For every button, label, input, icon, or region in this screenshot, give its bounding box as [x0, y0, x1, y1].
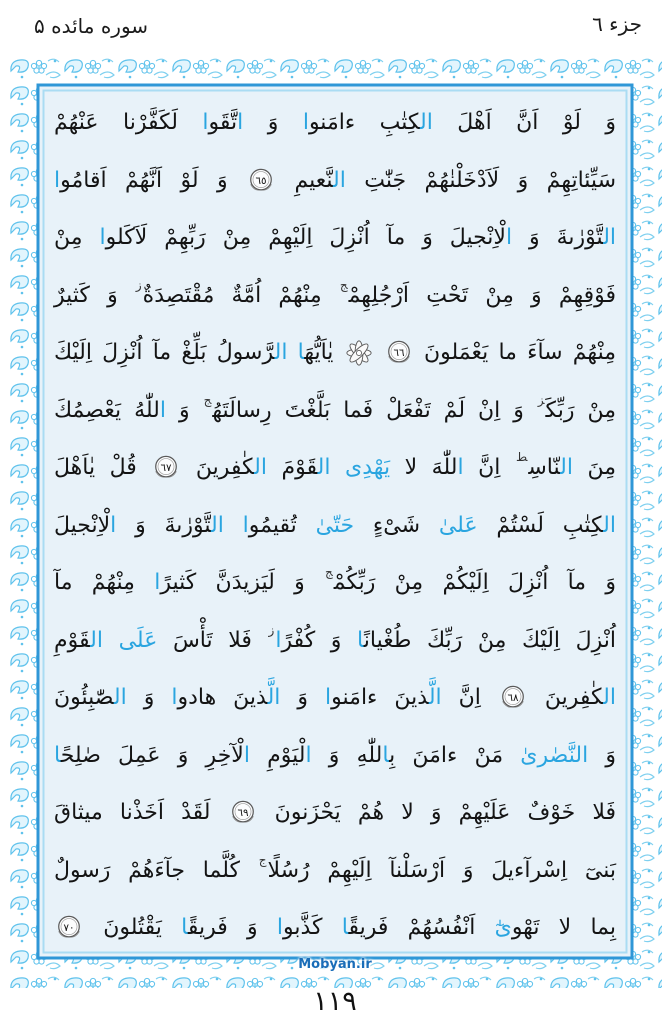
svg-text:٦٦: ٦٦	[393, 346, 405, 359]
tajweed-highlight: ا	[457, 455, 464, 480]
quran-word: تَّوْرٰىةَ وَ	[512, 225, 604, 250]
quran-word: وَ فَريقً	[187, 915, 277, 940]
waqf-mark: ج	[339, 277, 348, 292]
tajweed-highlight: ال	[317, 455, 331, 480]
tajweed-highlight: ا	[110, 512, 117, 538]
quran-word: للّٰهِ وَ	[311, 742, 383, 768]
tajweed-highlight: ا	[242, 512, 249, 538]
quran-word: وَ مآ اُنْزِلَ اِلَيْكُمْ مِنْ رَبِّكُمْ	[333, 570, 616, 595]
quran-word	[103, 628, 119, 653]
svg-text:٦٨: ٦٨	[507, 691, 519, 704]
tajweed-highlight: ا	[54, 167, 61, 193]
quran-word: تُقيمُو	[248, 512, 316, 538]
quran-word: لَكَفَّرْنا عَنْهُمْ	[54, 110, 203, 135]
tajweed-highlight: ا	[341, 915, 349, 940]
quran-word: للّٰهَ لا	[390, 455, 458, 480]
tajweed-highlight: ا	[275, 627, 282, 653]
tajweed-highlight: ىٰٓ	[494, 915, 512, 940]
tajweed-highlight: ا	[302, 110, 309, 135]
quran-word: اِنَّ	[441, 685, 498, 710]
verse-end-marker	[229, 798, 257, 828]
quran-word: لْآخِرِ وَ عَمِلَ صٰلِحً	[60, 742, 244, 768]
quran-word: وَ كُفْرً	[281, 627, 358, 653]
quran-word: فَلا تَأْسَ	[157, 627, 268, 653]
tajweed-highlight: النَّصٰرىٰ	[520, 742, 589, 768]
tajweed-highlight: ال	[211, 512, 224, 538]
quran-word: بِما لا تَهْو	[511, 915, 616, 940]
tajweed-highlight: ا	[99, 225, 106, 250]
tajweed-highlight: ال	[90, 627, 103, 653]
tajweed-highlight: ا	[325, 685, 332, 710]
tajweed-highlight: ا	[505, 225, 513, 250]
quran-text	[54, 94, 616, 956]
juz-label: جزء ٦	[592, 12, 642, 36]
tajweed-highlight: ا	[154, 570, 161, 595]
quran-word: مَنْ ءامَنَ بِ	[389, 742, 521, 768]
quran-line	[54, 899, 616, 957]
quran-word: وَ	[280, 685, 326, 710]
waqf-mark: ج	[203, 392, 212, 407]
quran-word: للّٰهُ يَعْصِمُكَ	[54, 397, 160, 423]
waqf-mark: ج	[325, 565, 333, 579]
verse-end-marker	[385, 338, 413, 368]
quran-word: لَقَدْ اَخَذْنا ميثاقَ	[54, 800, 228, 825]
tajweed-highlight: ا	[54, 742, 61, 768]
quran-word	[287, 340, 297, 365]
quran-line	[54, 554, 616, 612]
quran-line	[54, 382, 616, 440]
quran-word: لْيَوْمِ	[249, 742, 306, 768]
surah-label: سوره مائده ۵	[34, 14, 149, 38]
tajweed-highlight: ال	[603, 225, 617, 250]
verse-end-marker	[55, 913, 83, 943]
svg-text:٧٠: ٧٠	[63, 921, 75, 934]
quran-word: فَوْقِهِمْ وَ مِنْ تَحْتِ اَرْجُلِهِمْ	[348, 282, 617, 308]
quran-word: مِنَ	[572, 455, 617, 480]
page-number: ١١٩	[313, 986, 357, 1017]
quran-line	[54, 784, 616, 842]
tajweed-highlight: ا	[243, 742, 250, 768]
page-header	[0, 10, 670, 46]
quran-word: ذينَ هادو	[177, 685, 268, 710]
quran-word: كَذَّبو	[282, 915, 342, 940]
quran-word	[374, 340, 384, 365]
quran-word: ذينَ ءامَنو	[331, 685, 429, 710]
quran-line	[54, 152, 616, 210]
quran-word: مِنْ رَبِّكَ	[545, 397, 616, 423]
quran-word: مِنْهُمْ سآءَ ما يَعْمَلونَ	[413, 340, 616, 365]
quran-word: لْاِنْجيلَ	[54, 512, 111, 538]
tajweed-highlight: ال	[333, 167, 346, 193]
tajweed-highlight: ا	[181, 915, 188, 940]
tajweed-highlight: ال	[254, 455, 267, 480]
svg-text:٦٩: ٦٩	[237, 806, 249, 819]
quran-word: نَّعيمِ	[276, 167, 334, 193]
quran-word: وَ لَيَزيدَنَّ كَثيرً	[160, 570, 325, 595]
quran-word: كِتٰبِ ءامَنو	[308, 110, 421, 135]
quran-word: وَ	[243, 110, 303, 135]
quran-word: قَوْمِ	[54, 627, 91, 653]
quran-word: وَ لَوْ اَنَّ اَهْلَ	[432, 110, 616, 135]
quran-line	[54, 669, 616, 727]
quran-word: كٰفِرينَ	[181, 455, 255, 480]
quran-line	[54, 267, 616, 325]
quran-word: شَىْءٍ	[354, 512, 439, 538]
tajweed-highlight: ال	[603, 512, 616, 538]
tajweed-highlight: ال	[603, 685, 616, 710]
quran-word: نّاسِ	[528, 455, 561, 480]
quran-word: وَ اِنْ لَمْ تَفْعَلْ فَما بَلَّغْتَ رِسالَتَهُ	[212, 397, 537, 423]
verse-end-marker	[152, 453, 180, 483]
tajweed-highlight: ا	[237, 110, 244, 135]
svg-text:٦٧: ٦٧	[160, 461, 172, 474]
verse-end-marker	[499, 683, 527, 713]
tajweed-highlight: ا	[171, 685, 178, 710]
tajweed-highlight: الَّ	[267, 685, 281, 710]
tajweed-highlight: عَلَى	[118, 627, 158, 653]
quran-word: مِنْ	[54, 225, 100, 250]
quran-word: تَّقَو	[208, 110, 238, 135]
verse-end-marker	[247, 166, 275, 196]
quran-word: مِنْهُمْ اُمَّةٌ مُقْتَصِدَةٌ	[142, 282, 339, 308]
quran-word: رَّسولُ بَلِّغْ مآ اُنْزِلَ اِلَيْكَ	[54, 340, 275, 365]
quran-word: كٰفِرينَ	[527, 685, 604, 710]
quran-line	[54, 324, 616, 382]
quran-word	[224, 513, 243, 538]
tajweed-highlight: ا	[382, 742, 390, 768]
tajweed-highlight: ال	[420, 110, 433, 135]
watermark: Mobyan.ir	[298, 957, 372, 972]
tajweed-highlight: ا	[357, 627, 364, 653]
quran-word: صّٰبِئُونَ	[54, 685, 114, 710]
tajweed-highlight: يَهْدِى	[345, 455, 391, 480]
tajweed-highlight: عَلىٰ	[438, 512, 478, 538]
tajweed-highlight: ا	[276, 915, 283, 940]
tajweed-highlight: ا	[202, 110, 209, 135]
tajweed-highlight: ا	[297, 340, 305, 365]
quran-word: وَ	[165, 397, 203, 423]
quran-word: مِنْهُمْ مآ	[54, 570, 155, 595]
quran-word: فَلا خَوْفٌ عَلَيْهِمْ وَ لا هُمْ يَحْزَنونَ	[257, 800, 617, 825]
quran-word: لْاِنْجيلَ وَ مآ اُنْزِلَ اِلَيْهِمْ مِنْ رَبِّهِمْ لَاَكَلو	[105, 225, 506, 250]
quran-word: اِنَّ	[463, 455, 515, 480]
quran-word: اَنْفُسُهُمْ فَريقً	[348, 915, 495, 940]
tajweed-highlight: ا	[159, 397, 166, 423]
quran-word: قَوْمَ	[267, 455, 318, 480]
quran-line	[54, 209, 616, 267]
quran-word: يَقْتُلونَ	[84, 915, 182, 940]
quran-word: اُنْزِلَ اِلَيْكَ مِنْ رَبِّكَ طُغْيانً	[363, 627, 616, 653]
waqf-mark: ز	[268, 622, 275, 637]
svg-text:٦٥: ٦٥	[255, 174, 267, 187]
quran-line	[54, 497, 616, 555]
waqf-mark: ط	[515, 450, 528, 464]
quran-word: كُلَّما جآءَهُمْ رَسولٌ	[54, 857, 258, 883]
tajweed-highlight: ال	[113, 685, 127, 710]
quran-line	[54, 94, 616, 152]
quran-word: وَ	[126, 685, 172, 710]
quran-word: وَ كَثيرٌ	[54, 282, 135, 308]
quran-word: وَ	[588, 742, 616, 768]
tajweed-highlight: ال	[274, 340, 288, 365]
quran-word: وَ لَوْ اَنَّهُمْ اَقامُو	[60, 167, 247, 193]
hizb-rosette-icon	[345, 339, 373, 367]
quran-word	[330, 455, 345, 480]
quran-word: سَيِّئاتِهِمْ وَ لَاَدْخَلْنٰهُمْ جَنّٰتِ	[345, 167, 616, 193]
quran-word: بَنىٓ اِسْرآءيلَ وَ اَرْسَلْنآ اِلَيْهِمْ رُسُلًا	[267, 857, 616, 883]
quran-word: قُلْ يٰاَهْلَ	[54, 455, 152, 480]
quran-word: يٰاَيُّهَ	[304, 340, 344, 365]
waqf-mark: ز	[135, 277, 142, 292]
waqf-mark: ج	[258, 852, 267, 867]
waqf-mark: ز	[537, 392, 545, 407]
quran-word: كِتٰبِ لَسْتُمْ	[477, 512, 604, 538]
quran-line	[54, 842, 616, 900]
quran-line	[54, 612, 616, 670]
quran-word: تَّوْرٰىةَ وَ	[116, 512, 212, 538]
quran-line	[54, 439, 616, 497]
quran-line	[54, 727, 616, 785]
tajweed-highlight: الَّ	[428, 685, 442, 710]
tajweed-highlight: ا	[305, 742, 312, 768]
tajweed-highlight: ال	[560, 455, 573, 480]
tajweed-highlight: حَتّىٰ	[315, 512, 355, 538]
